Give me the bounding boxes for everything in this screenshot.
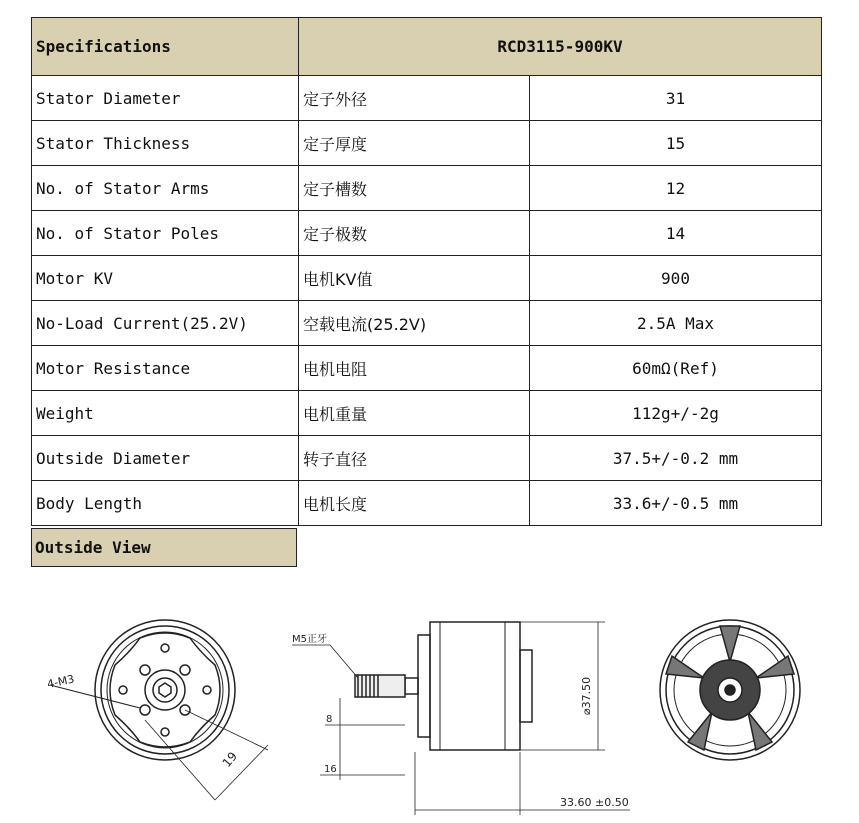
table-row (32, 166, 822, 211)
table-row (32, 391, 822, 436)
spec-table (31, 17, 822, 526)
spec-name-en: No-Load Current(25.2V) (32, 301, 299, 346)
table-row (32, 301, 822, 346)
spec-value: 12 (530, 166, 822, 211)
table-row (32, 346, 822, 391)
spec-name-en: Motor KV (32, 256, 299, 301)
spec-value: 37.5+/-0.2 mm (530, 436, 822, 481)
table-row (32, 76, 822, 121)
spec-name-cn: 电机电阻 (299, 346, 530, 391)
outside-view-heading: Outside View (31, 528, 297, 567)
spec-value: 2.5A Max (530, 301, 822, 346)
spec-value: 33.6+/-0.5 mm (530, 481, 822, 526)
spec-name-cn: 定子极数 (299, 211, 530, 256)
table-row (32, 121, 822, 166)
spec-name-cn: 电机长度 (299, 481, 530, 526)
spec-name-cn: 电机重量 (299, 391, 530, 436)
spec-name-en: Stator Thickness (32, 121, 299, 166)
model-name: RCD3115-900KV (299, 18, 822, 76)
spec-name-en: No. of Stator Arms (32, 166, 299, 211)
spec-name-en: Outside Diameter (32, 436, 299, 481)
bolt-pattern-label: 4-M3 (45, 672, 76, 691)
spec-value: 900 (530, 256, 822, 301)
table-row (32, 256, 822, 301)
spec-name-en: Stator Diameter (32, 76, 299, 121)
spec-name-en: Motor Resistance (32, 346, 299, 391)
spec-name-cn: 转子直径 (299, 436, 530, 481)
spec-value: 14 (530, 211, 822, 256)
shaft-thread-label: M5正牙 (292, 634, 327, 645)
spec-value: 15 (530, 121, 822, 166)
spec-name-cn: 定子厚度 (299, 121, 530, 166)
spec-value: 60mΩ(Ref) (530, 346, 822, 391)
table-header-row (32, 18, 822, 76)
side-view-drawing (292, 622, 630, 815)
front-view-drawing (50, 620, 268, 800)
rear-view-drawing (660, 620, 800, 760)
spec-name-cn: 定子外径 (299, 76, 530, 121)
length-dimension: 33.60 ±0.50 (560, 796, 629, 809)
motor-drawings (0, 590, 859, 823)
table-row (32, 436, 822, 481)
spec-name-en: Body Length (32, 481, 299, 526)
spec-name-cn: 空载电流(25.2V) (299, 301, 530, 346)
spec-name-en: No. of Stator Poles (32, 211, 299, 256)
dimension-8: 8 (326, 714, 333, 725)
spec-value: 31 (530, 76, 822, 121)
table-row (32, 211, 822, 256)
spec-header-label: Specifications (32, 18, 299, 76)
diameter-dimension: ⌀37.50 (580, 676, 593, 715)
dimension-16: 16 (324, 764, 337, 775)
table-row (32, 481, 822, 526)
spec-name-en: Weight (32, 391, 299, 436)
spec-value: 112g+/-2g (530, 391, 822, 436)
spec-name-cn: 电机KV值 (299, 256, 530, 301)
bolt-spacing-dimension: 19 (219, 749, 241, 770)
spec-name-cn: 定子槽数 (299, 166, 530, 211)
